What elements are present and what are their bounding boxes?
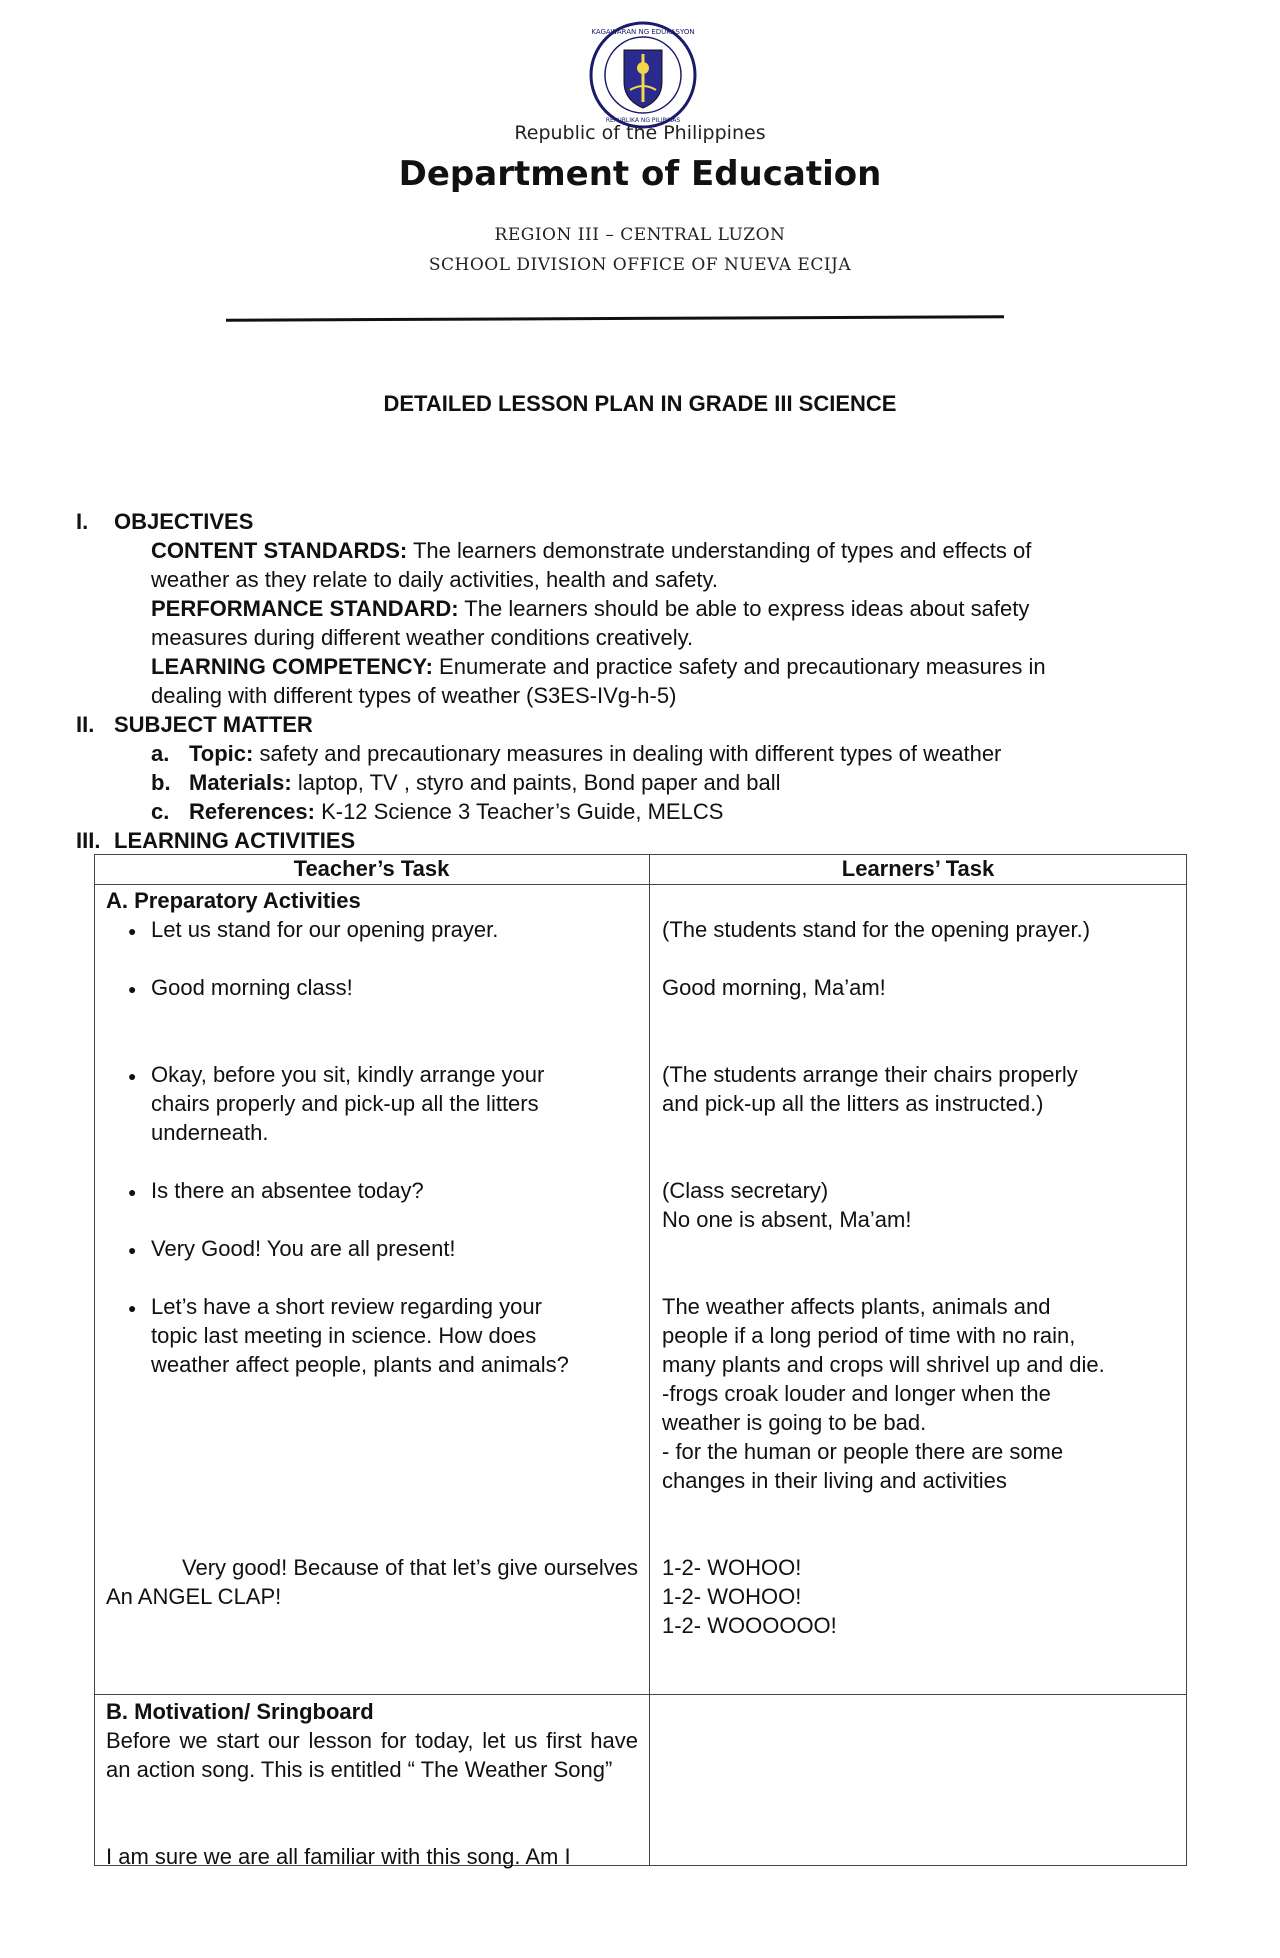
department-title: Department of Education xyxy=(398,154,882,194)
table-header-divider xyxy=(94,884,1187,885)
teacher-task-header: Teacher’s Task xyxy=(293,856,450,881)
subject-item-label: Topic: xyxy=(189,741,254,766)
deped-seal-icon xyxy=(588,20,698,130)
learner-task-review-line: - for the human or people there are some xyxy=(662,1439,1064,1464)
subject-matter-heading xyxy=(76,710,313,739)
learning-competency-text: Enumerate and practice safety and precautionary measures in xyxy=(432,654,1046,679)
subject-item-text: K-12 Science 3 Teacher’s Guide, MELCS xyxy=(314,799,724,824)
subject-item-materials xyxy=(151,768,781,797)
objectives-title: OBJECTIVES xyxy=(114,509,254,534)
motivation-heading: B. Motivation/ Sringboard xyxy=(106,1699,374,1724)
teacher-task-arrange-l1: Okay, before you sit, kindly arrange your xyxy=(151,1062,545,1087)
table-column-divider xyxy=(649,854,650,1866)
motivation-paragraph: Before we start our lesson for today, let us first have an action song. This is entitled “ The Weather Song” xyxy=(106,1728,638,1782)
content-standards-label: CONTENT STANDARDS: xyxy=(151,538,408,563)
learning-activities-heading xyxy=(76,826,355,855)
learner-task-secretary: (Class secretary) xyxy=(662,1178,829,1203)
subject-item-letter: a. xyxy=(151,741,170,766)
learning-competency-cont: dealing with different types of weather (S3ES-IVg-h-5) xyxy=(151,683,677,708)
teacher-task-review-l1: Let’s have a short review regarding your xyxy=(151,1294,542,1319)
table-row-divider xyxy=(94,1694,1187,1695)
learning-competency xyxy=(151,652,1046,681)
lesson-plan-title: DETAILED LESSON PLAN IN GRADE III SCIENCE xyxy=(383,391,897,416)
content-standards-cont: weather as they relate to daily activities, health and safety. xyxy=(151,567,719,592)
performance-standard-cont: measures during different weather conditions creatively. xyxy=(151,625,694,650)
learner-task-review-line: -frogs croak louder and longer when the xyxy=(662,1381,1051,1406)
learner-task-no-absent: No one is absent, Ma’am! xyxy=(662,1207,912,1232)
header-divider xyxy=(226,315,1004,321)
republic-label: Republic of the Philippines xyxy=(514,122,766,144)
subject-item-text: safety and precautionary measures in dealing with different types of weather xyxy=(253,741,1002,766)
learner-task-review-line: The weather affects plants, animals and xyxy=(662,1294,1051,1319)
learner-task-chant: 1-2- WOOOOOO! xyxy=(662,1613,837,1638)
svg-text:KAGAWARAN NG EDUKASYON: KAGAWARAN NG EDUKASYON xyxy=(591,28,695,36)
bullet-icon: ● xyxy=(128,1242,137,1258)
subject-item-label: References: xyxy=(189,799,315,824)
objectives-number: I. xyxy=(76,509,89,534)
teacher-task-prayer: Let us stand for our opening prayer. xyxy=(151,917,499,942)
learner-task-greeting: Good morning, Ma’am! xyxy=(662,975,886,1000)
teacher-task-greeting: Good morning class! xyxy=(151,975,353,1000)
subject-item-label: Materials: xyxy=(189,770,292,795)
learner-task-header: Learners’ Task xyxy=(841,856,995,881)
learner-task-arrange-l1: (The students arrange their chairs properly xyxy=(662,1062,1078,1087)
learner-task-arrange-l2: and pick-up all the litters as instructed.) xyxy=(662,1091,1044,1116)
objectives-heading xyxy=(76,507,253,536)
content-standards-text: The learners demonstrate understanding of types and effects of xyxy=(407,538,1032,563)
subject-matter-title: SUBJECT MATTER xyxy=(114,712,313,737)
learner-task-review-line: weather is going to be bad. xyxy=(662,1410,927,1435)
learning-activities-title: LEARNING ACTIVITIES xyxy=(114,828,356,853)
learner-task-review-line: people if a long period of time with no rain, xyxy=(662,1323,1076,1348)
bullet-icon: ● xyxy=(128,1068,137,1084)
deped-seal xyxy=(588,20,698,130)
subject-item-text: laptop, TV , styro and paints, Bond paper and ball xyxy=(291,770,781,795)
bullet-icon: ● xyxy=(128,1300,137,1316)
subject-matter-number: II. xyxy=(76,712,95,737)
subject-item-references xyxy=(151,797,723,826)
learning-competency-label: LEARNING COMPETENCY: xyxy=(151,654,433,679)
svg-text:REPUBLIKA NG PILIPINAS: REPUBLIKA NG PILIPINAS xyxy=(605,117,681,124)
performance-standard-text: The learners should be able to express ideas about safety xyxy=(458,596,1030,621)
learner-task-review-line: changes in their living and activities xyxy=(662,1468,1007,1493)
subject-item-letter: c. xyxy=(151,799,170,824)
teacher-task-absentee: Is there an absentee today? xyxy=(151,1178,424,1203)
teacher-task-arrange-l2: chairs properly and pick-up all the litters xyxy=(151,1091,539,1116)
learner-task-review-line: many plants and crops will shrivel up and die. xyxy=(662,1352,1105,1377)
learner-task-chant: 1-2- WOHOO! xyxy=(662,1555,802,1580)
teacher-task-arrange-l3: underneath. xyxy=(151,1120,269,1145)
subject-item-letter: b. xyxy=(151,770,171,795)
content-standards xyxy=(151,536,1031,565)
subject-item-topic xyxy=(151,739,1001,768)
learner-task-chant: 1-2- WOHOO! xyxy=(662,1584,802,1609)
performance-standard-label: PERFORMANCE STANDARD: xyxy=(151,596,459,621)
preparatory-activities-heading: A. Preparatory Activities xyxy=(106,888,361,913)
bullet-icon: ● xyxy=(128,923,137,939)
bullet-icon: ● xyxy=(128,1184,137,1200)
region-label: REGION III – CENTRAL LUZON xyxy=(494,225,786,245)
teacher-task-review-l3: weather affect people, plants and animals? xyxy=(151,1352,569,1377)
teacher-task-angel-clap: Very good! Because of that let’s give ourselves An ANGEL CLAP! xyxy=(106,1555,638,1609)
division-label: SCHOOL DIVISION OFFICE OF NUEVA ECIJA xyxy=(428,255,852,275)
performance-standard xyxy=(151,594,1029,623)
teacher-task-review-l2: topic last meeting in science. How does xyxy=(151,1323,537,1348)
learner-task-prayer: (The students stand for the opening prayer.) xyxy=(662,917,1091,942)
learning-activities-number: III. xyxy=(76,828,101,853)
bullet-icon: ● xyxy=(128,981,137,997)
motivation-paragraph-2: I am sure we are all familiar with this song. Am I xyxy=(106,1844,571,1869)
teacher-task-present: Very Good! You are all present! xyxy=(151,1236,456,1261)
